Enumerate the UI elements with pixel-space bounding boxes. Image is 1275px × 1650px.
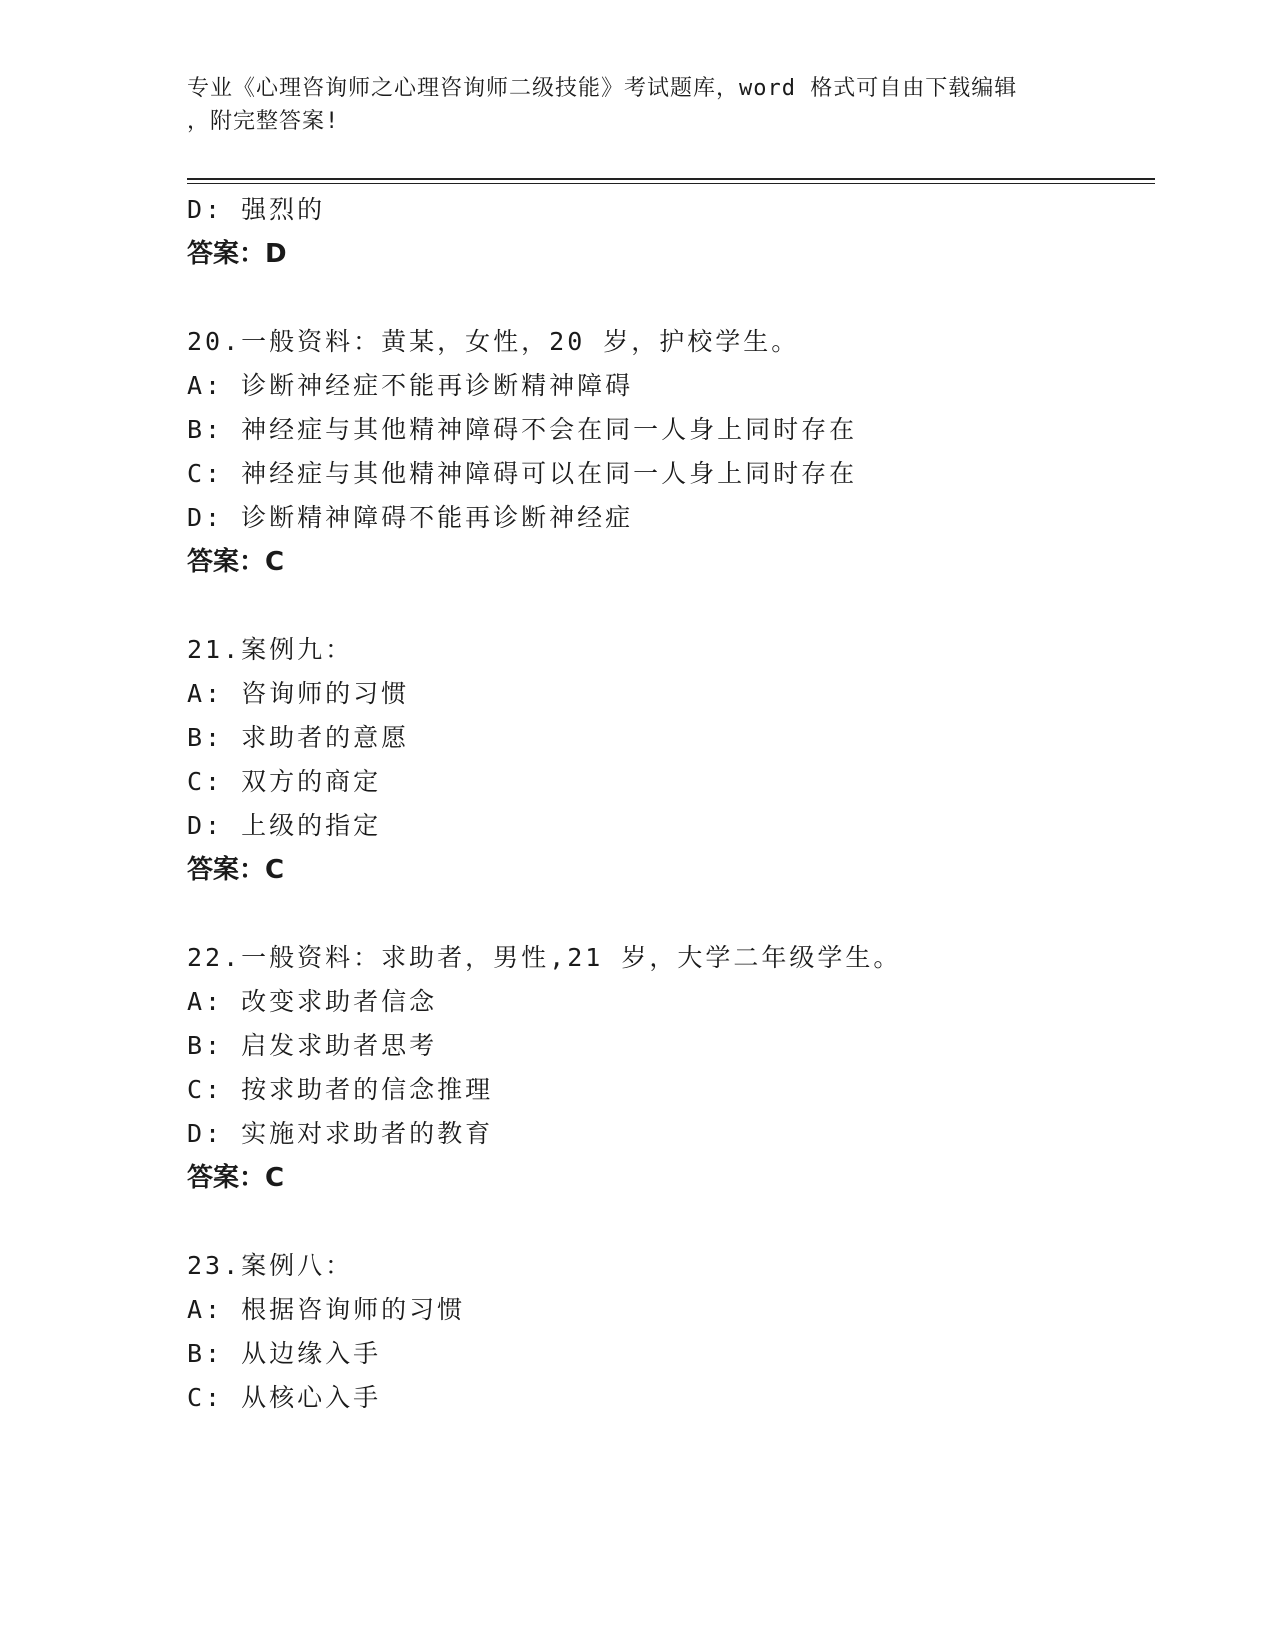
- question-21-option-c: C: 双方的商定: [187, 767, 382, 796]
- question-22-stem: 22.一般资料：求助者，男性,21 岁，大学二年级学生。: [187, 943, 902, 972]
- header-divider-thick: [187, 178, 1155, 180]
- question-22-option-a: A: 改变求助者信念: [187, 987, 438, 1016]
- prev-answer: 答案：D: [187, 239, 287, 269]
- question-22-option-d: D: 实施对求助者的教育: [187, 1119, 494, 1148]
- question-20-option-b: B: 神经症与其他精神障碍不会在同一人身上同时存在: [187, 415, 858, 444]
- question-20-answer: 答案：C: [187, 547, 285, 577]
- question-20-option-a: A: 诊断神经症不能再诊断精神障碍: [187, 371, 634, 400]
- question-21-option-b: B: 求助者的意愿: [187, 723, 410, 752]
- header-line-1: 专业《心理咨询师之心理咨询师二级技能》考试题库，word 格式可自由下载编辑: [187, 76, 1018, 101]
- question-22-answer: 答案：C: [187, 1163, 285, 1193]
- question-21-option-a: A: 咨询师的习惯: [187, 679, 410, 708]
- question-20-option-c: C: 神经症与其他精神障碍可以在同一人身上同时存在: [187, 459, 858, 488]
- question-23-option-a: A: 根据咨询师的习惯: [187, 1295, 466, 1324]
- question-21-answer: 答案：C: [187, 855, 285, 885]
- question-23-option-b: B: 从边缘入手: [187, 1339, 382, 1368]
- question-20-option-d: D: 诊断精神障碍不能再诊断神经症: [187, 503, 634, 532]
- prev-option-d: D: 强烈的: [187, 195, 326, 224]
- header-line-2: ，附完整答案!: [187, 109, 340, 134]
- question-23-option-c: C: 从核心入手: [187, 1383, 382, 1412]
- question-23-stem: 23.案例八：: [187, 1251, 354, 1280]
- question-22-option-c: C: 按求助者的信念推理: [187, 1075, 494, 1104]
- question-21-option-d: D: 上级的指定: [187, 811, 382, 840]
- header-divider-thin: [187, 183, 1155, 184]
- question-20-stem: 20.一般资料：黄某，女性，20 岁，护校学生。: [187, 327, 800, 356]
- question-21-stem: 21.案例九：: [187, 635, 354, 664]
- question-22-option-b: B: 启发求助者思考: [187, 1031, 438, 1060]
- document-header: [187, 72, 1067, 138]
